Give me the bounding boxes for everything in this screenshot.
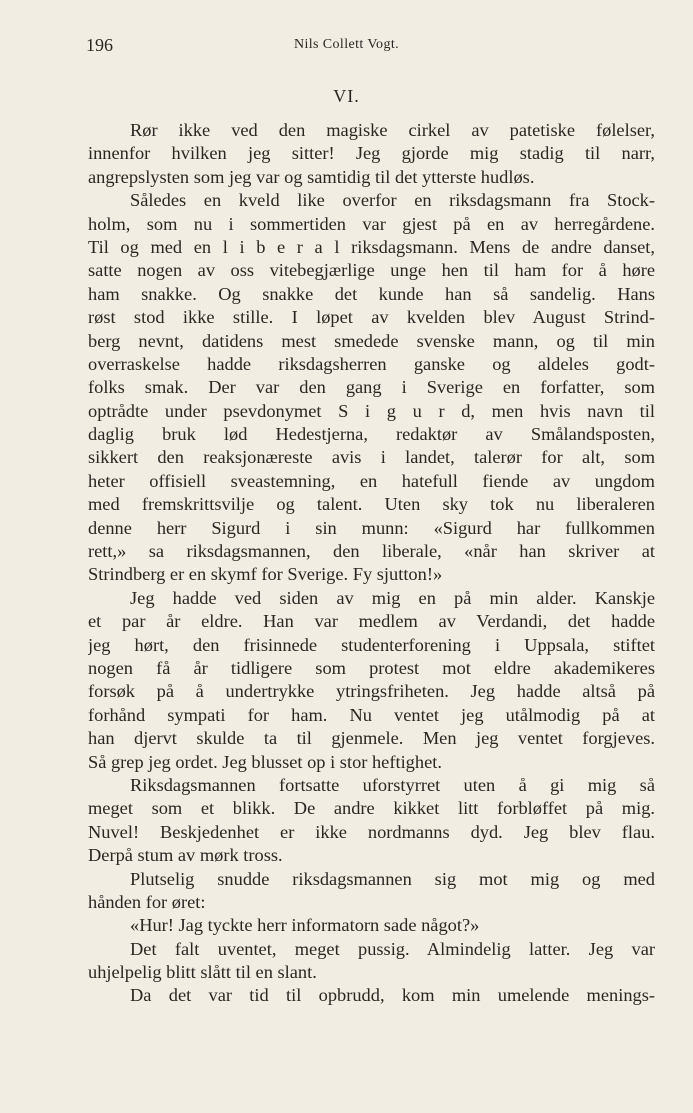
text-line: satte nogen av oss vitebegjærlige unge hen til ham for å høre [88,260,655,281]
text-line: Strindberg er en skymf for Sverige. Fy sjutton!» [88,564,443,585]
running-head: Nils Collett Vogt. [293,37,400,52]
text-line: Til og med en l i b e r a l riksdagsmann. Mens de andre danset, [88,236,655,257]
text-line: «Hur! Jag tyckte herr informatorn sade något?» [130,915,480,936]
text-line: Således en kveld like overfor en riksdagsmann fra Stock- [130,190,655,211]
text-line: innenfor hvilken jeg sitter! Jeg gjorde mig stadig til narr, [88,143,655,164]
text-line: angrepslysten som jeg var og samtidig til det ytterste hudløs. [88,166,535,187]
chapter-title: VI. [333,86,360,106]
text-line: Så grep jeg ordet. Jeg blusset op i stor heftighet. [88,751,442,772]
text-line: Rør ikke ved den magiske cirkel av patetiske følelser, [130,120,655,140]
text-line: forsøk på å undertrykke ytringsfriheten. Jeg hadde altså på [88,681,655,702]
text-line: daglig bruk lød Hedestjerna, redaktør av Smålandsposten, [88,424,655,445]
text-line: et par år eldre. Han var medlem av Verdandi, det hadde [88,611,655,632]
text-line: uhjelpelig blitt slått til en slant. [88,962,317,983]
text-line: holm, som nu i sommertiden var gjest på en av herregårdene. [88,213,655,234]
text-line: nogen få år tidligere som protest mot eldre akademikeres [88,657,655,678]
text-line: overraskelse hadde riksdagsherren ganske og aldeles godt- [88,353,655,374]
text-line: denne herr Sigurd i sin munn: «Sigurd har fullkommen [88,517,655,538]
text-line: med fremskrittsvilje og talent. Uten sky tok nu liberaleren [88,494,655,515]
text-line: Jeg hadde ved siden av mig en på min alder. Kanskje [130,587,655,608]
text-line: berg nevnt, datidens mest smedede svenske mann, og til min [88,330,655,351]
text-line: Derpå stum av mørk tross. [88,845,283,866]
text-line: ham snakke. Og snakke det kunde han så sandelig. Hans [88,283,655,304]
text-line: røst stod ikke stille. I løpet av kvelden blev August Strind- [88,307,655,328]
body-text [88,119,655,1008]
text-line: Det falt uventet, meget pussig. Almindelig latter. Jeg var [130,938,655,959]
text-line: jeg hørt, den frisinnede studenterforening i Uppsala, stiftet [88,634,655,655]
page-number: 196 [86,35,113,55]
text-line: sikkert den reaksjonæreste avis i landet, talerør for alt, som [88,447,655,468]
text-line: Nuvel! Beskjedenhet er ikke nordmanns dyd. Jeg blev flau. [88,821,655,842]
text-line: Da det var tid til opbrudd, kom min umelende menings- [130,985,655,1006]
text-line: meget som et blikk. De andre kikket litt forbløffet på mig. [88,798,655,819]
text-line: Plutselig snudde riksdagsmannen sig mot mig og med [130,868,655,889]
text-line: han djervt skulde ta til gjenmele. Men jeg ventet forgjeves. [88,728,655,749]
text-line: rett,» sa riksdagsmannen, den liberale, «når han skriver at [88,541,655,562]
text-line: Riksdagsmannen fortsatte uforstyrret uten å gi mig så [130,774,655,795]
text-line: folks smak. Der var den gang i Sverige en forfatter, som [88,377,655,398]
text-line: optrådte under psevdonymet S i g u r d, men hvis navn til [88,400,655,421]
text-line: hånden for øret: [88,891,206,912]
text-line: heter offisiell sveastemning, en hatefull fiende av ungdom [88,470,655,491]
text-line: forhånd sympati for ham. Nu ventet jeg utålmodig på at [88,704,655,725]
